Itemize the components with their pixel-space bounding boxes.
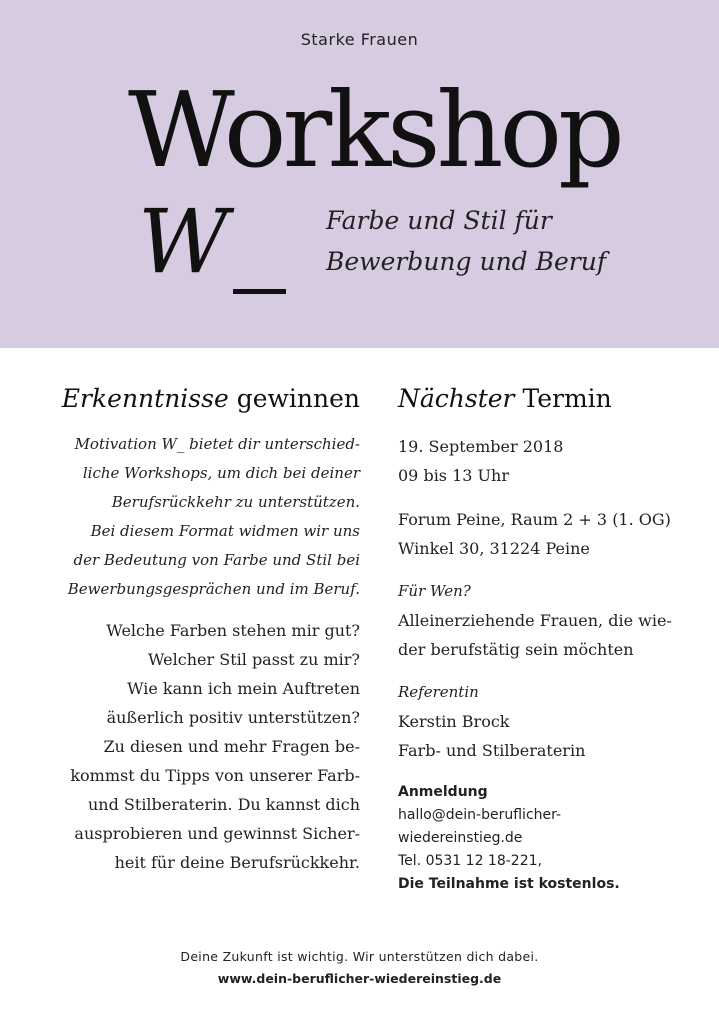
free-participation-note: Die Teilnahme ist kostenlos. (398, 876, 620, 892)
body-line: Welcher Stil passt zu mir? (148, 650, 360, 669)
footer-url[interactable]: www.dein-beruflicher-wiedereinstieg.de (217, 971, 502, 986)
kicker: Starke Frauen (300, 30, 419, 49)
intro-line: liche Workshops, um dich bei deiner (82, 464, 360, 482)
footer-tagline: Deine Zukunft ist wichtig. Wir unterstützen dich dabei. (180, 949, 539, 964)
body-line: kommst du Tipps von unserer Farb- (70, 766, 360, 785)
target-block (398, 577, 698, 664)
title-workshop: Workshop (128, 69, 621, 191)
contact-email-line[interactable]: hallo@dein-beruflicher- (398, 807, 562, 823)
right-heading-rest: Termin (514, 384, 612, 413)
right-column (398, 382, 698, 896)
contact-block (398, 781, 698, 896)
referent-label: Referentin (398, 683, 479, 701)
body-text (60, 616, 360, 877)
target-line: der berufstätig sein möchten (398, 640, 634, 659)
event-date: 19. September 2018 (398, 437, 564, 456)
intro-line: Berufsrückkehr zu unterstützen. (111, 493, 360, 511)
left-heading (60, 382, 360, 416)
event-address: Winkel 30, 31224 Peine (398, 539, 590, 558)
intro-line: Bei diesem Format widmen wir uns (90, 522, 360, 540)
event-venue: Forum Peine, Raum 2 + 3 (1. OG) (398, 510, 671, 529)
subtitle-line: Bewerbung und Beruf (326, 247, 607, 276)
title-w: W (138, 190, 223, 293)
contact-phone: Tel. 0531 12 18-221, (398, 853, 542, 869)
intro-text (60, 430, 360, 604)
body-line: Welche Farben stehen mir gut? (106, 621, 360, 640)
target-line: Alleinerziehende Frauen, die wie- (398, 611, 672, 630)
venue-block (398, 505, 698, 563)
date-block (398, 432, 698, 490)
intro-line: der Bedeutung von Farbe und Stil bei (73, 551, 360, 569)
intro-line: Motivation W_ bietet dir unterschied- (74, 435, 360, 453)
left-column (60, 382, 360, 877)
referent-role: Farb- und Stilberaterin (398, 741, 586, 760)
target-label: Für Wen? (398, 582, 471, 600)
title-underscore (233, 289, 286, 294)
left-heading-italic: Erkenntnisse (61, 384, 229, 413)
right-heading (398, 382, 698, 416)
left-heading-rest: gewinnen (228, 384, 360, 413)
body-line: Zu diesen und mehr Fragen be- (103, 737, 360, 756)
body-line: äußerlich positiv unterstützen? (106, 708, 360, 727)
referent-block (398, 678, 698, 765)
right-heading-italic: Nächster (398, 384, 515, 413)
referent-name: Kerstin Brock (398, 712, 510, 731)
header-banner (0, 0, 719, 348)
subtitle (326, 200, 606, 282)
contact-label: Anmeldung (398, 784, 488, 800)
body-line: heit für deine Berufsrückkehr. (114, 853, 360, 872)
event-time: 09 bis 13 Uhr (398, 466, 509, 485)
body-line: ausprobieren und gewinnst Sicher- (74, 824, 360, 843)
body-line: und Stilberaterin. Du kannst dich (87, 795, 360, 814)
subtitle-line: Farbe und Stil für (326, 206, 552, 235)
body-line: Wie kann ich mein Auftreten (127, 679, 360, 698)
intro-line: Bewerbungsgesprächen und im Beruf. (67, 580, 360, 598)
contact-email-line[interactable]: wiedereinstieg.de (398, 830, 523, 846)
